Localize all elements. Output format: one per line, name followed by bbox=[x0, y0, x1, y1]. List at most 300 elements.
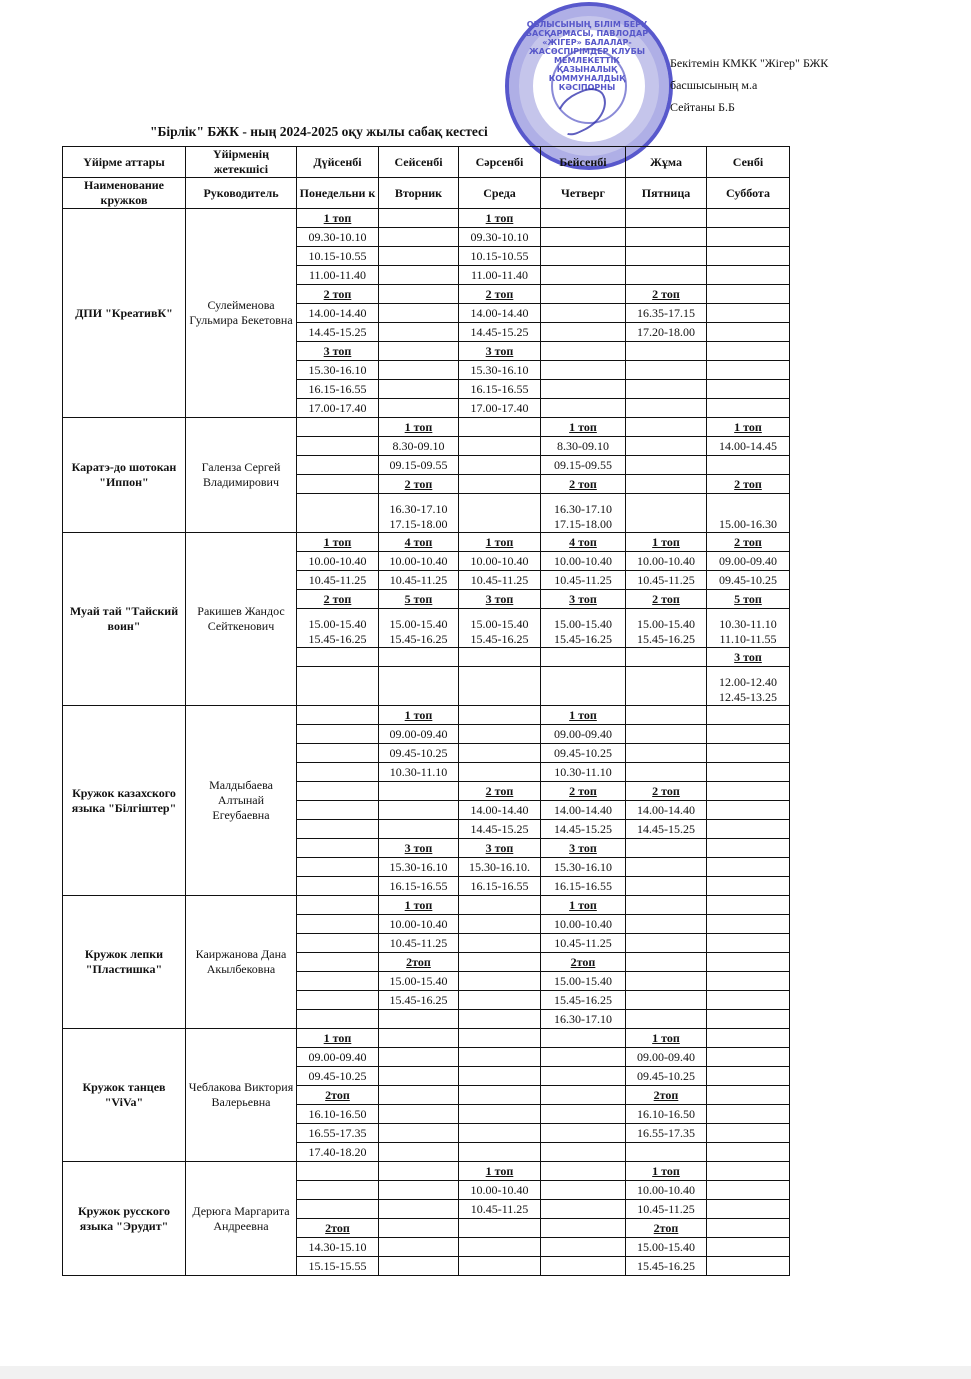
empty-slot bbox=[626, 648, 707, 667]
group-label: 3 топ bbox=[459, 342, 541, 361]
time-slot: 14.45-15.25 bbox=[459, 820, 541, 839]
empty-slot bbox=[379, 820, 459, 839]
time-slot: 16.15-16.55 bbox=[541, 877, 626, 896]
header-day-kz: Сәрсенбі bbox=[459, 147, 541, 178]
club-leader: Малдыбаева Алтынай Егеубаевна bbox=[186, 706, 297, 896]
empty-slot bbox=[541, 285, 626, 304]
empty-slot bbox=[541, 1219, 626, 1238]
group-label: 1 топ bbox=[459, 533, 541, 552]
time-slot: 14.45-15.25 bbox=[541, 820, 626, 839]
empty-slot bbox=[626, 494, 707, 533]
empty-slot bbox=[707, 1105, 790, 1124]
empty-slot bbox=[626, 399, 707, 418]
time-slot: 15.30-16.10 bbox=[379, 858, 459, 877]
header-club-ru: Наименование кружков bbox=[63, 178, 186, 209]
empty-slot bbox=[541, 1257, 626, 1276]
empty-slot bbox=[297, 991, 379, 1010]
empty-slot bbox=[459, 1143, 541, 1162]
time-slot: 17.40-18.20 bbox=[297, 1143, 379, 1162]
time-slot: 14.45-15.25 bbox=[459, 323, 541, 342]
schedule-row bbox=[63, 896, 790, 915]
time-slot: 16.30-17.10 17.15-18.00 bbox=[379, 494, 459, 533]
time-slot: 15.00-15.40 15.45-16.25 bbox=[297, 609, 379, 648]
group-label: 3 топ bbox=[379, 839, 459, 858]
time-slot: 15.00-15.40 bbox=[626, 1238, 707, 1257]
empty-slot bbox=[379, 1143, 459, 1162]
time-slot: 14.30-15.10 bbox=[297, 1238, 379, 1257]
schedule-table bbox=[62, 146, 790, 1276]
empty-slot bbox=[297, 953, 379, 972]
group-label: 1 топ bbox=[297, 209, 379, 228]
time-slot: 17.00-17.40 bbox=[297, 399, 379, 418]
empty-slot bbox=[707, 991, 790, 1010]
time-slot: 10.00-10.40 bbox=[459, 1181, 541, 1200]
empty-slot bbox=[707, 1048, 790, 1067]
empty-slot bbox=[379, 801, 459, 820]
time-slot: 16.10-16.50 bbox=[626, 1105, 707, 1124]
empty-slot bbox=[459, 991, 541, 1010]
empty-slot bbox=[379, 1105, 459, 1124]
time-slot: 10.45-11.25 bbox=[379, 571, 459, 590]
empty-slot bbox=[297, 801, 379, 820]
group-label: 3 топ bbox=[459, 839, 541, 858]
time-slot: 15.30-16.10 bbox=[541, 858, 626, 877]
empty-slot bbox=[626, 266, 707, 285]
time-slot: 10.15-10.55 bbox=[297, 247, 379, 266]
empty-slot bbox=[459, 456, 541, 475]
empty-slot bbox=[297, 475, 379, 494]
empty-slot bbox=[541, 648, 626, 667]
empty-slot bbox=[459, 744, 541, 763]
empty-slot bbox=[541, 304, 626, 323]
empty-slot bbox=[297, 706, 379, 725]
time-slot: 16.30-17.10 bbox=[541, 1010, 626, 1029]
empty-slot bbox=[297, 763, 379, 782]
empty-slot bbox=[707, 399, 790, 418]
group-label: 1 топ bbox=[379, 896, 459, 915]
empty-slot bbox=[626, 858, 707, 877]
empty-slot bbox=[297, 782, 379, 801]
empty-slot bbox=[707, 456, 790, 475]
time-slot: 15.00-15.40 15.45-16.25 bbox=[626, 609, 707, 648]
empty-slot bbox=[707, 209, 790, 228]
time-slot: 14.00-14.40 bbox=[297, 304, 379, 323]
time-slot: 14.00-14.40 bbox=[626, 801, 707, 820]
empty-slot bbox=[541, 1029, 626, 1048]
time-slot: 09.00-09.40 bbox=[297, 1048, 379, 1067]
time-slot: 14.00-14.40 bbox=[459, 304, 541, 323]
empty-slot bbox=[379, 648, 459, 667]
empty-slot bbox=[707, 953, 790, 972]
empty-slot bbox=[297, 915, 379, 934]
empty-slot bbox=[379, 380, 459, 399]
empty-slot bbox=[626, 839, 707, 858]
group-label: 3 топ bbox=[297, 342, 379, 361]
empty-slot bbox=[379, 667, 459, 706]
club-name: ДПИ "КреативК" bbox=[63, 209, 186, 418]
group-label: 2топ bbox=[626, 1086, 707, 1105]
time-slot: 10.00-10.40 bbox=[379, 915, 459, 934]
empty-slot bbox=[459, 667, 541, 706]
empty-slot bbox=[626, 934, 707, 953]
empty-slot bbox=[541, 1162, 626, 1181]
empty-slot bbox=[379, 1029, 459, 1048]
group-label: 1 топ bbox=[626, 1162, 707, 1181]
empty-slot bbox=[297, 648, 379, 667]
time-slot: 09.15-09.55 bbox=[541, 456, 626, 475]
empty-slot bbox=[541, 1048, 626, 1067]
time-slot: 16.55-17.35 bbox=[297, 1124, 379, 1143]
empty-slot bbox=[541, 1105, 626, 1124]
time-slot: 10.45-11.25 bbox=[626, 1200, 707, 1219]
empty-slot bbox=[541, 209, 626, 228]
empty-slot bbox=[626, 744, 707, 763]
empty-slot bbox=[459, 1105, 541, 1124]
empty-slot bbox=[707, 228, 790, 247]
empty-slot bbox=[459, 896, 541, 915]
empty-slot bbox=[379, 209, 459, 228]
empty-slot bbox=[707, 361, 790, 380]
empty-slot bbox=[626, 953, 707, 972]
group-label: 1 топ bbox=[459, 209, 541, 228]
empty-slot bbox=[379, 1200, 459, 1219]
empty-slot bbox=[297, 858, 379, 877]
empty-slot bbox=[379, 1010, 459, 1029]
document-title: "Бірлік" БЖК - ның 2024-2025 оқу жылы сабақ кестесі bbox=[150, 124, 488, 139]
empty-slot bbox=[541, 247, 626, 266]
empty-slot bbox=[626, 972, 707, 991]
group-label: 3 топ bbox=[541, 590, 626, 609]
group-label: 3 топ bbox=[707, 648, 790, 667]
empty-slot bbox=[541, 1200, 626, 1219]
time-slot: 10.45-11.25 bbox=[379, 934, 459, 953]
time-slot: 09.45-10.25 bbox=[626, 1067, 707, 1086]
time-slot: 15.30-16.10. bbox=[459, 858, 541, 877]
header-leader-kz: Үйірменің жетекшісі bbox=[186, 147, 297, 178]
empty-slot bbox=[707, 763, 790, 782]
empty-slot bbox=[297, 972, 379, 991]
group-label: 1 топ bbox=[297, 1029, 379, 1048]
group-label: 2 топ bbox=[707, 475, 790, 494]
page-bottom-edge bbox=[0, 1366, 971, 1379]
empty-slot bbox=[297, 1181, 379, 1200]
schedule-body bbox=[63, 209, 790, 1276]
empty-slot bbox=[297, 896, 379, 915]
approval-line-1: Бекітемін КМКК "Жігер" БЖК bbox=[670, 56, 829, 70]
club-leader: Сулейменова Гульмира Бекетовна bbox=[186, 209, 297, 418]
time-slot: 15.45-16.25 bbox=[541, 991, 626, 1010]
time-slot: 15.45-16.25 bbox=[626, 1257, 707, 1276]
empty-slot bbox=[626, 228, 707, 247]
empty-slot bbox=[459, 648, 541, 667]
time-slot: 16.30-17.10 17.15-18.00 bbox=[541, 494, 626, 533]
empty-slot bbox=[707, 1143, 790, 1162]
time-slot: 10.45-11.25 bbox=[626, 571, 707, 590]
empty-slot bbox=[297, 1162, 379, 1181]
group-label: 1 топ bbox=[459, 1162, 541, 1181]
empty-slot bbox=[626, 667, 707, 706]
empty-slot bbox=[626, 896, 707, 915]
time-slot: 09.45-10.25 bbox=[707, 571, 790, 590]
header-day-ru: Среда bbox=[459, 178, 541, 209]
empty-slot bbox=[626, 877, 707, 896]
time-slot: 12.00-12.40 12.45-13.25 bbox=[707, 667, 790, 706]
empty-slot bbox=[707, 285, 790, 304]
empty-slot bbox=[459, 1124, 541, 1143]
group-label: 1 топ bbox=[707, 418, 790, 437]
empty-slot bbox=[379, 1086, 459, 1105]
empty-slot bbox=[626, 418, 707, 437]
club-leader: Галенза Сергей Владимирович bbox=[186, 418, 297, 533]
empty-slot bbox=[707, 744, 790, 763]
time-slot: 09.45-10.25 bbox=[379, 744, 459, 763]
header-day-kz: Бейсенбі bbox=[541, 147, 626, 178]
empty-slot bbox=[379, 361, 459, 380]
empty-slot bbox=[459, 1219, 541, 1238]
empty-slot bbox=[707, 304, 790, 323]
empty-slot bbox=[707, 1067, 790, 1086]
group-label: 1 топ bbox=[541, 896, 626, 915]
empty-slot bbox=[297, 1010, 379, 1029]
header-day-ru: Суббота bbox=[707, 178, 790, 209]
time-slot: 10.30-11.10 11.10-11.55 bbox=[707, 609, 790, 648]
empty-slot bbox=[541, 1124, 626, 1143]
group-label: 2 топ bbox=[626, 590, 707, 609]
group-label: 5 топ bbox=[707, 590, 790, 609]
club-leader: Каиржанова Дана Акылбековна bbox=[186, 896, 297, 1029]
group-label: 2 топ bbox=[297, 285, 379, 304]
empty-slot bbox=[541, 361, 626, 380]
empty-slot bbox=[379, 228, 459, 247]
header-day-ru: Пятница bbox=[626, 178, 707, 209]
empty-slot bbox=[707, 1219, 790, 1238]
stamp-text: ОБЛЫСЫНЫҢ БІЛІМ БЕРУ БАСҚАРМАСЫ, ПАВЛОДАР «ЖІГЕР» БАЛАЛАР-ЖАСӨСПІРІМДЕР КЛУБЫ МЕМЛЕКЕТТІК ҚАЗЫНАЛЫҚ КОММУНАЛДЫҚ КӘСІПОРНЫ bbox=[525, 20, 649, 92]
time-slot: 11.00-11.40 bbox=[459, 266, 541, 285]
empty-slot bbox=[379, 782, 459, 801]
empty-slot bbox=[707, 1162, 790, 1181]
group-label: 2топ bbox=[297, 1219, 379, 1238]
time-slot: 09.00-09.40 bbox=[379, 725, 459, 744]
empty-slot bbox=[626, 342, 707, 361]
time-slot: 15.00-15.40 15.45-16.25 bbox=[459, 609, 541, 648]
group-label: 1 топ bbox=[541, 418, 626, 437]
header-row-kz bbox=[63, 147, 790, 178]
club-name: Каратэ-до шотокан "Иппон" bbox=[63, 418, 186, 533]
empty-slot bbox=[626, 475, 707, 494]
header-day-kz: Жұма bbox=[626, 147, 707, 178]
empty-slot bbox=[459, 953, 541, 972]
empty-slot bbox=[459, 763, 541, 782]
empty-slot bbox=[707, 915, 790, 934]
group-label: 1 топ bbox=[626, 533, 707, 552]
empty-slot bbox=[707, 266, 790, 285]
time-slot: 09.30-10.10 bbox=[297, 228, 379, 247]
empty-slot bbox=[297, 418, 379, 437]
time-slot: 09.15-09.55 bbox=[379, 456, 459, 475]
empty-slot bbox=[379, 304, 459, 323]
club-leader: Чеблакова Виктория Валерьевна bbox=[186, 1029, 297, 1162]
time-slot: 09.00-09.40 bbox=[707, 552, 790, 571]
time-slot: 10.30-11.10 bbox=[379, 763, 459, 782]
time-slot: 09.30-10.10 bbox=[459, 228, 541, 247]
empty-slot bbox=[459, 1238, 541, 1257]
club-name: Кружок русского языка "Эрудит" bbox=[63, 1162, 186, 1276]
empty-slot bbox=[541, 1086, 626, 1105]
empty-slot bbox=[707, 896, 790, 915]
group-label: 1 топ bbox=[297, 533, 379, 552]
empty-slot bbox=[379, 1162, 459, 1181]
empty-slot bbox=[297, 934, 379, 953]
empty-slot bbox=[707, 1029, 790, 1048]
empty-slot bbox=[379, 247, 459, 266]
empty-slot bbox=[626, 437, 707, 456]
empty-slot bbox=[379, 323, 459, 342]
empty-slot bbox=[297, 877, 379, 896]
time-slot: 15.00-16.30 bbox=[707, 494, 790, 533]
empty-slot bbox=[459, 418, 541, 437]
empty-slot bbox=[707, 782, 790, 801]
empty-slot bbox=[626, 361, 707, 380]
empty-slot bbox=[297, 494, 379, 533]
empty-slot bbox=[379, 1257, 459, 1276]
time-slot: 15.30-16.10 bbox=[459, 361, 541, 380]
time-slot: 8.30-09.10 bbox=[541, 437, 626, 456]
header-day-kz: Сейсенбі bbox=[379, 147, 459, 178]
empty-slot bbox=[379, 1124, 459, 1143]
empty-slot bbox=[459, 1067, 541, 1086]
time-slot: 10.00-10.40 bbox=[541, 552, 626, 571]
time-slot: 16.55-17.35 bbox=[626, 1124, 707, 1143]
time-slot: 09.45-10.25 bbox=[541, 744, 626, 763]
empty-slot bbox=[541, 1181, 626, 1200]
empty-slot bbox=[626, 209, 707, 228]
club-name: Кружок лепки "Пластишка" bbox=[63, 896, 186, 1029]
header-day-kz: Дүйсенбі bbox=[297, 147, 379, 178]
schedule-row bbox=[63, 1162, 790, 1181]
group-label: 1 топ bbox=[626, 1029, 707, 1048]
empty-slot bbox=[541, 1143, 626, 1162]
group-label: 2 топ bbox=[626, 782, 707, 801]
empty-slot bbox=[541, 1238, 626, 1257]
empty-slot bbox=[459, 972, 541, 991]
club-leader: Дерюга Маргарита Андреевна bbox=[186, 1162, 297, 1276]
group-label: 3 топ bbox=[541, 839, 626, 858]
club-name: Кружок казахского языка "Білгіштер" bbox=[63, 706, 186, 896]
time-slot: 8.30-09.10 bbox=[379, 437, 459, 456]
group-label: 2 топ bbox=[707, 533, 790, 552]
group-label: 5 топ bbox=[379, 590, 459, 609]
empty-slot bbox=[707, 323, 790, 342]
group-label: 2топ bbox=[541, 953, 626, 972]
empty-slot bbox=[297, 820, 379, 839]
time-slot: 17.20-18.00 bbox=[626, 323, 707, 342]
empty-slot bbox=[459, 934, 541, 953]
time-slot: 14.00-14.40 bbox=[541, 801, 626, 820]
time-slot: 15.00-15.40 bbox=[541, 972, 626, 991]
empty-slot bbox=[297, 667, 379, 706]
empty-slot bbox=[707, 1124, 790, 1143]
time-slot: 09.00-09.40 bbox=[541, 725, 626, 744]
empty-slot bbox=[459, 1029, 541, 1048]
header-row-ru bbox=[63, 178, 790, 209]
empty-slot bbox=[707, 934, 790, 953]
empty-slot bbox=[379, 1048, 459, 1067]
empty-slot bbox=[541, 342, 626, 361]
schedule-row bbox=[63, 533, 790, 552]
header-day-ru: Вторник bbox=[379, 178, 459, 209]
empty-slot bbox=[379, 342, 459, 361]
empty-slot bbox=[541, 667, 626, 706]
group-label: 1 топ bbox=[379, 418, 459, 437]
group-label: 2топ bbox=[379, 953, 459, 972]
group-label: 2 топ bbox=[297, 590, 379, 609]
empty-slot bbox=[707, 706, 790, 725]
empty-slot bbox=[626, 456, 707, 475]
time-slot: 17.00-17.40 bbox=[459, 399, 541, 418]
empty-slot bbox=[297, 1200, 379, 1219]
time-slot: 15.15-15.55 bbox=[297, 1257, 379, 1276]
group-label: 2 топ bbox=[626, 285, 707, 304]
empty-slot bbox=[707, 858, 790, 877]
time-slot: 11.00-11.40 bbox=[297, 266, 379, 285]
empty-slot bbox=[707, 1086, 790, 1105]
group-label: 1 топ bbox=[379, 706, 459, 725]
time-slot: 16.15-16.55 bbox=[459, 380, 541, 399]
time-slot: 10.45-11.25 bbox=[459, 571, 541, 590]
group-label: 2топ bbox=[297, 1086, 379, 1105]
time-slot: 16.10-16.50 bbox=[297, 1105, 379, 1124]
time-slot: 15.45-16.25 bbox=[379, 991, 459, 1010]
empty-slot bbox=[707, 1200, 790, 1219]
empty-slot bbox=[707, 820, 790, 839]
empty-slot bbox=[707, 972, 790, 991]
empty-slot bbox=[459, 725, 541, 744]
time-slot: 14.45-15.25 bbox=[297, 323, 379, 342]
time-slot: 16.15-16.55 bbox=[379, 877, 459, 896]
empty-slot bbox=[541, 228, 626, 247]
time-slot: 15.00-15.40 15.45-16.25 bbox=[379, 609, 459, 648]
schedule-row bbox=[63, 418, 790, 437]
empty-slot bbox=[626, 991, 707, 1010]
empty-slot bbox=[541, 323, 626, 342]
empty-slot bbox=[707, 1257, 790, 1276]
club-name: Муай тай "Тайский воин" bbox=[63, 533, 186, 706]
empty-slot bbox=[459, 1010, 541, 1029]
empty-slot bbox=[626, 380, 707, 399]
time-slot: 10.00-10.40 bbox=[626, 1181, 707, 1200]
header-day-kz: Сенбі bbox=[707, 147, 790, 178]
empty-slot bbox=[379, 1238, 459, 1257]
time-slot: 10.45-11.25 bbox=[541, 571, 626, 590]
empty-slot bbox=[707, 247, 790, 266]
empty-slot bbox=[379, 399, 459, 418]
time-slot: 10.30-11.10 bbox=[541, 763, 626, 782]
empty-slot bbox=[707, 877, 790, 896]
empty-slot bbox=[707, 801, 790, 820]
empty-slot bbox=[626, 725, 707, 744]
approval-line-2: басшысының м.а bbox=[670, 78, 758, 92]
empty-slot bbox=[379, 1219, 459, 1238]
empty-slot bbox=[459, 437, 541, 456]
empty-slot bbox=[297, 839, 379, 858]
empty-slot bbox=[379, 285, 459, 304]
club-leader: Ракишев Жандос Сейткенович bbox=[186, 533, 297, 706]
empty-slot bbox=[626, 1010, 707, 1029]
header-club-kz: Үйірме аттары bbox=[63, 147, 186, 178]
empty-slot bbox=[707, 839, 790, 858]
empty-slot bbox=[707, 1238, 790, 1257]
group-label: 1 топ bbox=[541, 706, 626, 725]
